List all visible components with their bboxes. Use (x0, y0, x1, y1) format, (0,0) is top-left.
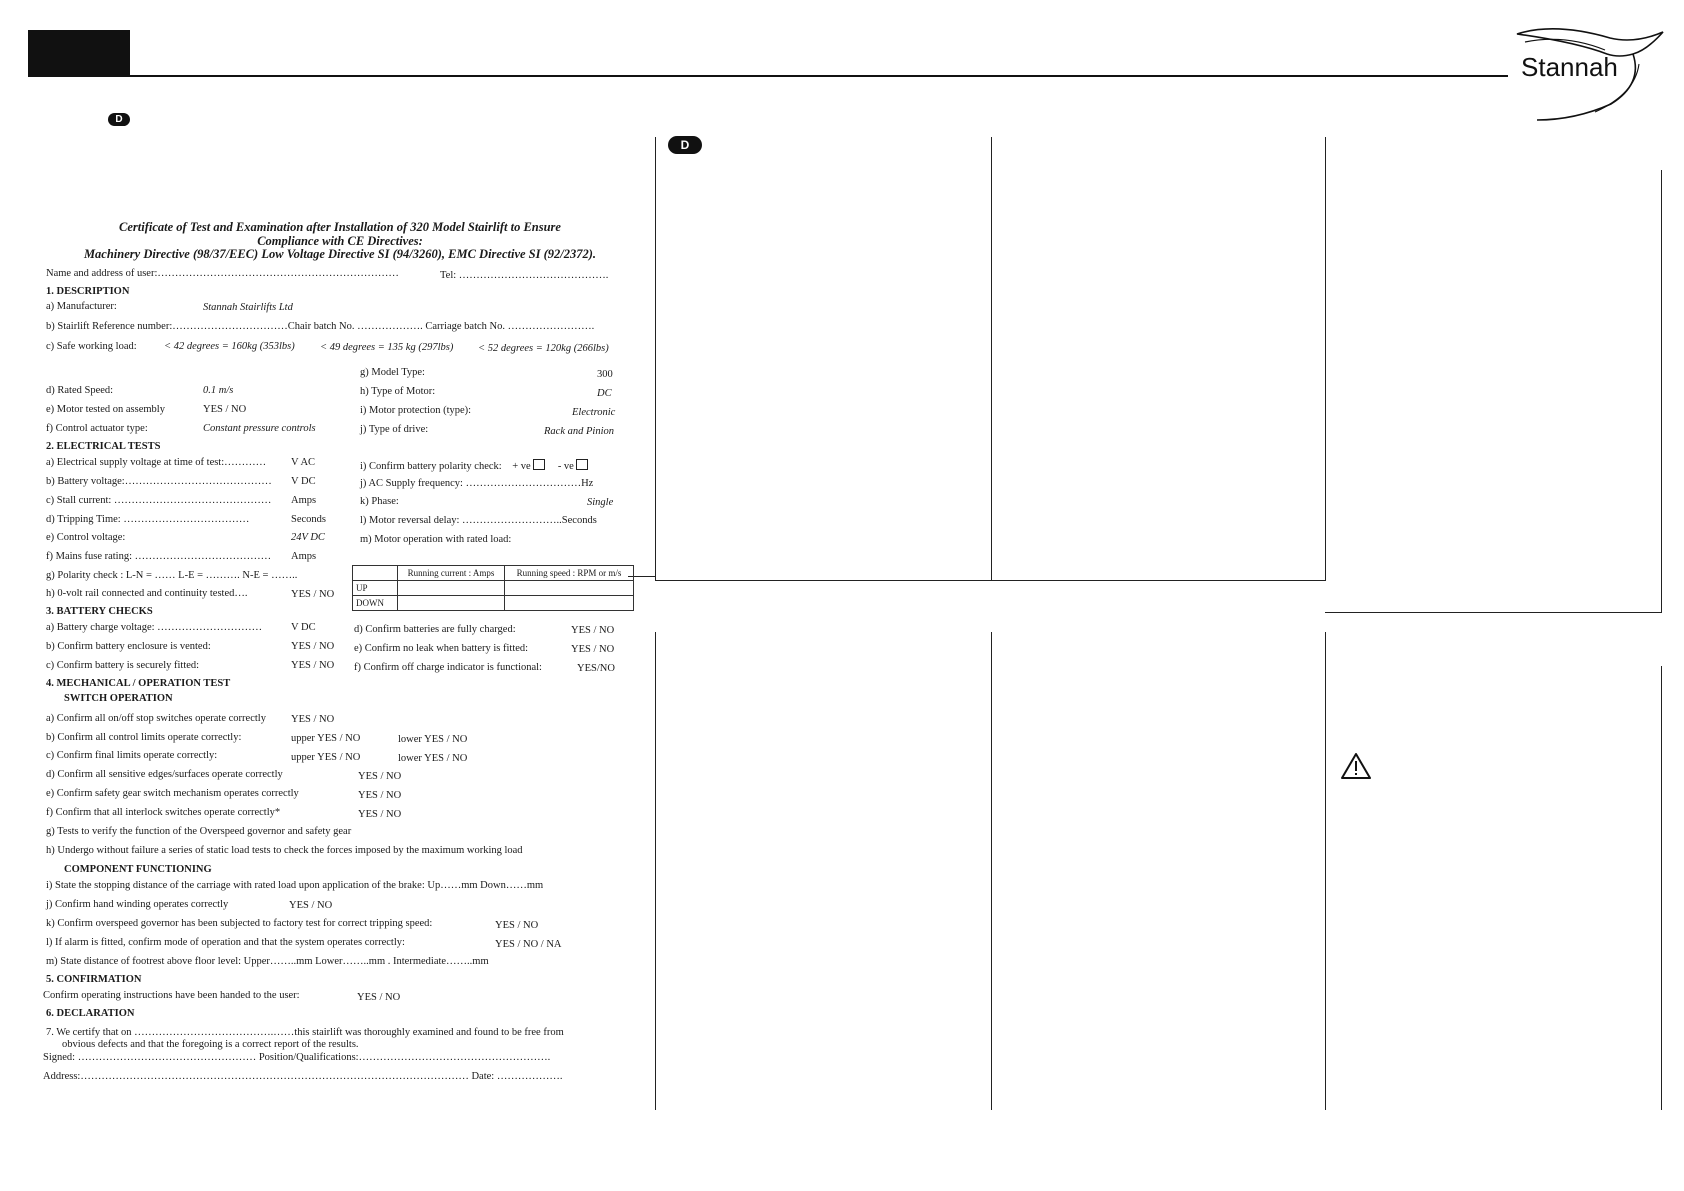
field-unit: Amps (291, 551, 317, 562)
column-divider (991, 137, 992, 580)
table-cell (353, 566, 398, 581)
field-label: a) Electrical supply voltage at time of test:………… (46, 457, 267, 468)
field-label: a) Battery charge voltage: ………………………… (46, 622, 263, 633)
field-label: b) Confirm all control limits operate correctly: (46, 732, 242, 743)
field-label: f) Confirm off charge indicator is functional: (354, 662, 542, 673)
field-label: g) Model Type: (360, 367, 425, 378)
field-value: Stannah Stairlifts Ltd (203, 302, 293, 313)
title-line: Machinery Directive (98/37/EEC) Low Voltage Directive SI (94/3260), EMC Directive SI (92/2372). (83, 247, 597, 261)
user-name-address-field[interactable]: Name and address of user:…………………………………………………………… (46, 268, 399, 279)
field-label: m) Motor operation with rated load: (360, 534, 512, 545)
field-label: k) Phase: (360, 496, 399, 507)
logo-wordmark: Stannah (1521, 52, 1618, 82)
field-value: DC (597, 388, 612, 399)
field-value: YES / NO (358, 790, 402, 801)
panel-rule (991, 580, 1326, 581)
section-heading: 2. ELECTRICAL TESTS (46, 441, 161, 452)
section-heading: 3. BATTERY CHECKS (46, 606, 153, 617)
field-value: 0.1 m/s (203, 385, 234, 396)
field-label: d) Tripping Time: ……………………………… (46, 514, 250, 525)
negative-label: - ve (557, 461, 574, 472)
header-black-block (28, 30, 130, 77)
section-heading: 6. DECLARATION (46, 1008, 135, 1019)
field-label: i) Motor protection (type): (360, 405, 472, 416)
field-unit: V AC (291, 457, 316, 468)
table-header: Running speed : RPM or m/s (505, 566, 634, 581)
field-value: YES / NO (571, 625, 615, 636)
field-value: < 42 degrees = 160kg (353lbs) (164, 341, 295, 352)
panel-rule (1325, 612, 1662, 613)
subsection-heading: COMPONENT FUNCTIONING (64, 864, 212, 875)
language-badge: D (108, 113, 130, 126)
field-value: YES / NO (571, 644, 615, 655)
field-value: YES / NO (495, 920, 539, 931)
field-unit: Amps (291, 495, 317, 506)
field-label: i) Confirm battery polarity check: (360, 461, 502, 472)
field-value: YES / NO (291, 641, 335, 652)
field-label: e) Control voltage: (46, 532, 126, 543)
field-label: a) Confirm all on/off stop switches operate correctly (46, 713, 266, 724)
field-value: YES / NO (289, 900, 333, 911)
field-value: YES / NO (358, 809, 402, 820)
positive-checkbox[interactable] (533, 459, 545, 470)
table-header: Running current : Amps (398, 566, 505, 581)
field-label: Confirm operating instructions have been handed to the user: (43, 990, 300, 1001)
table-cell[interactable] (505, 596, 634, 611)
table-cell: DOWN (353, 596, 398, 611)
address-line[interactable]: Address:………………………………………………………………………………………………… Date: ………………. (43, 1071, 563, 1082)
panel-rule (655, 580, 991, 581)
field-value: < 49 degrees = 135 kg (297lbs) (320, 342, 454, 353)
field-value: upper YES / NO (291, 733, 361, 744)
field-label: c) Safe working load: (46, 341, 137, 352)
declaration-line: obvious defects and that the foregoing is a correct report of the results. (62, 1039, 359, 1050)
header-rule (28, 75, 1508, 77)
field-unit: V DC (291, 476, 316, 487)
subsection-heading: SWITCH OPERATION (64, 693, 173, 704)
column-divider (655, 632, 656, 1110)
declaration-line: 7. We certify that on ………………………………….……this stairlift was thoroughly examined and found to be free from (46, 1027, 564, 1038)
field-label: f) Confirm that all interlock switches operate correctly* (46, 807, 281, 818)
field-label: j) Type of drive: (360, 424, 429, 435)
field-value: YES / NO (358, 771, 402, 782)
certificate-title (40, 221, 640, 262)
field-label: b) Battery voltage:…………………………………… (46, 476, 272, 487)
field-value: Rack and Pinion (544, 426, 614, 437)
column-divider (991, 632, 992, 1110)
field-label: c) Confirm final limits operate correctly: (46, 750, 218, 761)
field-value: YES / NO (291, 589, 335, 600)
field-value: Single (587, 497, 614, 508)
field-label: d) Rated Speed: (46, 385, 114, 396)
field-value: Constant pressure controls (203, 423, 316, 434)
field-label: d) Confirm batteries are fully charged: (354, 624, 516, 635)
field-value: YES / NO (291, 714, 335, 725)
table-row (353, 566, 634, 581)
table-row (353, 581, 634, 596)
field-label: g) Tests to verify the function of the Overspeed governor and safety gear (46, 826, 352, 837)
field-value: Electronic (572, 407, 616, 418)
section-heading: 1. DESCRIPTION (46, 286, 130, 297)
field-label: j) AC Supply frequency: ……………………………Hz (360, 478, 594, 489)
field-label: d) Confirm all sensitive edges/surfaces operate correctly (46, 769, 283, 780)
table-cell: UP (353, 581, 398, 596)
field-label: h) Type of Motor: (360, 386, 436, 397)
field-label: k) Confirm overspeed governor has been subjected to factory test for correct tripping speed: (46, 918, 433, 929)
field-unit: V DC (291, 622, 316, 633)
tel-field[interactable]: Tel: ……………………………………. (440, 270, 609, 281)
language-badge-large: D (668, 136, 702, 154)
column-divider (1325, 137, 1326, 580)
field-label: e) Confirm no leak when battery is fitted: (354, 643, 529, 654)
polarity-check (360, 459, 588, 473)
table-cell[interactable] (398, 596, 505, 611)
field-value: upper YES / NO (291, 752, 361, 763)
field-label: l) If alarm is fitted, confirm mode of operation and that the system operates correctly: (46, 937, 405, 948)
field-value: YES / NO (203, 404, 247, 415)
section-heading: 5. CONFIRMATION (46, 974, 142, 985)
signature-line[interactable]: Signed: …………………………………………… Position/Qualifications:………………………………………………. (43, 1052, 551, 1063)
negative-checkbox[interactable] (576, 459, 588, 470)
field-value: 24V DC (291, 532, 325, 543)
column-divider (655, 137, 656, 580)
column-divider (1325, 632, 1326, 1110)
field-label: m) State distance of footrest above floor level: Upper……..mm Lower……..mm . Intermediate……..mm (46, 956, 489, 967)
field-label: e) Confirm safety gear switch mechanism operates correctly (46, 788, 299, 799)
field-label: f) Control actuator type: (46, 423, 148, 434)
field-value: < 52 degrees = 120kg (266lbs) (478, 343, 609, 354)
field-value: 300 (597, 369, 613, 380)
field-label: c) Stall current: ……………………………………… (46, 495, 272, 506)
column-divider (1661, 170, 1662, 612)
warning-icon (1340, 752, 1372, 780)
table-cell[interactable] (505, 581, 634, 596)
field-unit: Seconds (291, 514, 326, 525)
field-label: h) Undergo without failure a series of static load tests to check the forces imposed by the maximum working load (46, 845, 523, 856)
field-value: lower YES / NO (398, 753, 468, 764)
field-label: g) Polarity check : L-N = …… L-E = ………. N-E = …….. (46, 570, 298, 581)
table-cell[interactable] (398, 581, 505, 596)
field-label: e) Motor tested on assembly (46, 404, 165, 415)
column-divider (1661, 666, 1662, 1110)
reference-line: b) Stairlift Reference number:……………………………Chair batch No. ………………. Carriage batch No. ……………………. (46, 321, 595, 332)
field-value: YES / NO (291, 660, 335, 671)
field-value: YES / NO (357, 992, 401, 1003)
field-label: h) 0-volt rail connected and continuity tested…. (46, 588, 248, 599)
field-label: a) Manufacturer: (46, 301, 117, 312)
title-line: Certificate of Test and Examination after Installation of 320 Model Stairlift to Ensure (119, 220, 561, 234)
field-label: f) Mains fuse rating: ………………………………… (46, 551, 272, 562)
field-value: YES / NO / NA (495, 939, 562, 950)
field-label: j) Confirm hand winding operates correctly (46, 899, 229, 910)
stannah-logo (1515, 24, 1665, 122)
field-label: c) Confirm battery is securely fitted: (46, 660, 200, 671)
field-label: l) Motor reversal delay: ………………………..Seconds (360, 515, 597, 526)
table-row (353, 596, 634, 611)
field-label: i) State the stopping distance of the carriage with rated load upon application of the brake: Up……mm Down……mm (46, 880, 544, 891)
section-heading: 4. MECHANICAL / OPERATION TEST (46, 678, 231, 689)
field-value: lower YES / NO (398, 734, 468, 745)
title-line: Compliance with CE Directives: (257, 233, 423, 248)
positive-label: + ve (512, 461, 531, 472)
field-label: b) Confirm battery enclosure is vented: (46, 641, 211, 652)
field-value: YES/NO (577, 663, 615, 674)
motor-operation-table (352, 565, 634, 611)
